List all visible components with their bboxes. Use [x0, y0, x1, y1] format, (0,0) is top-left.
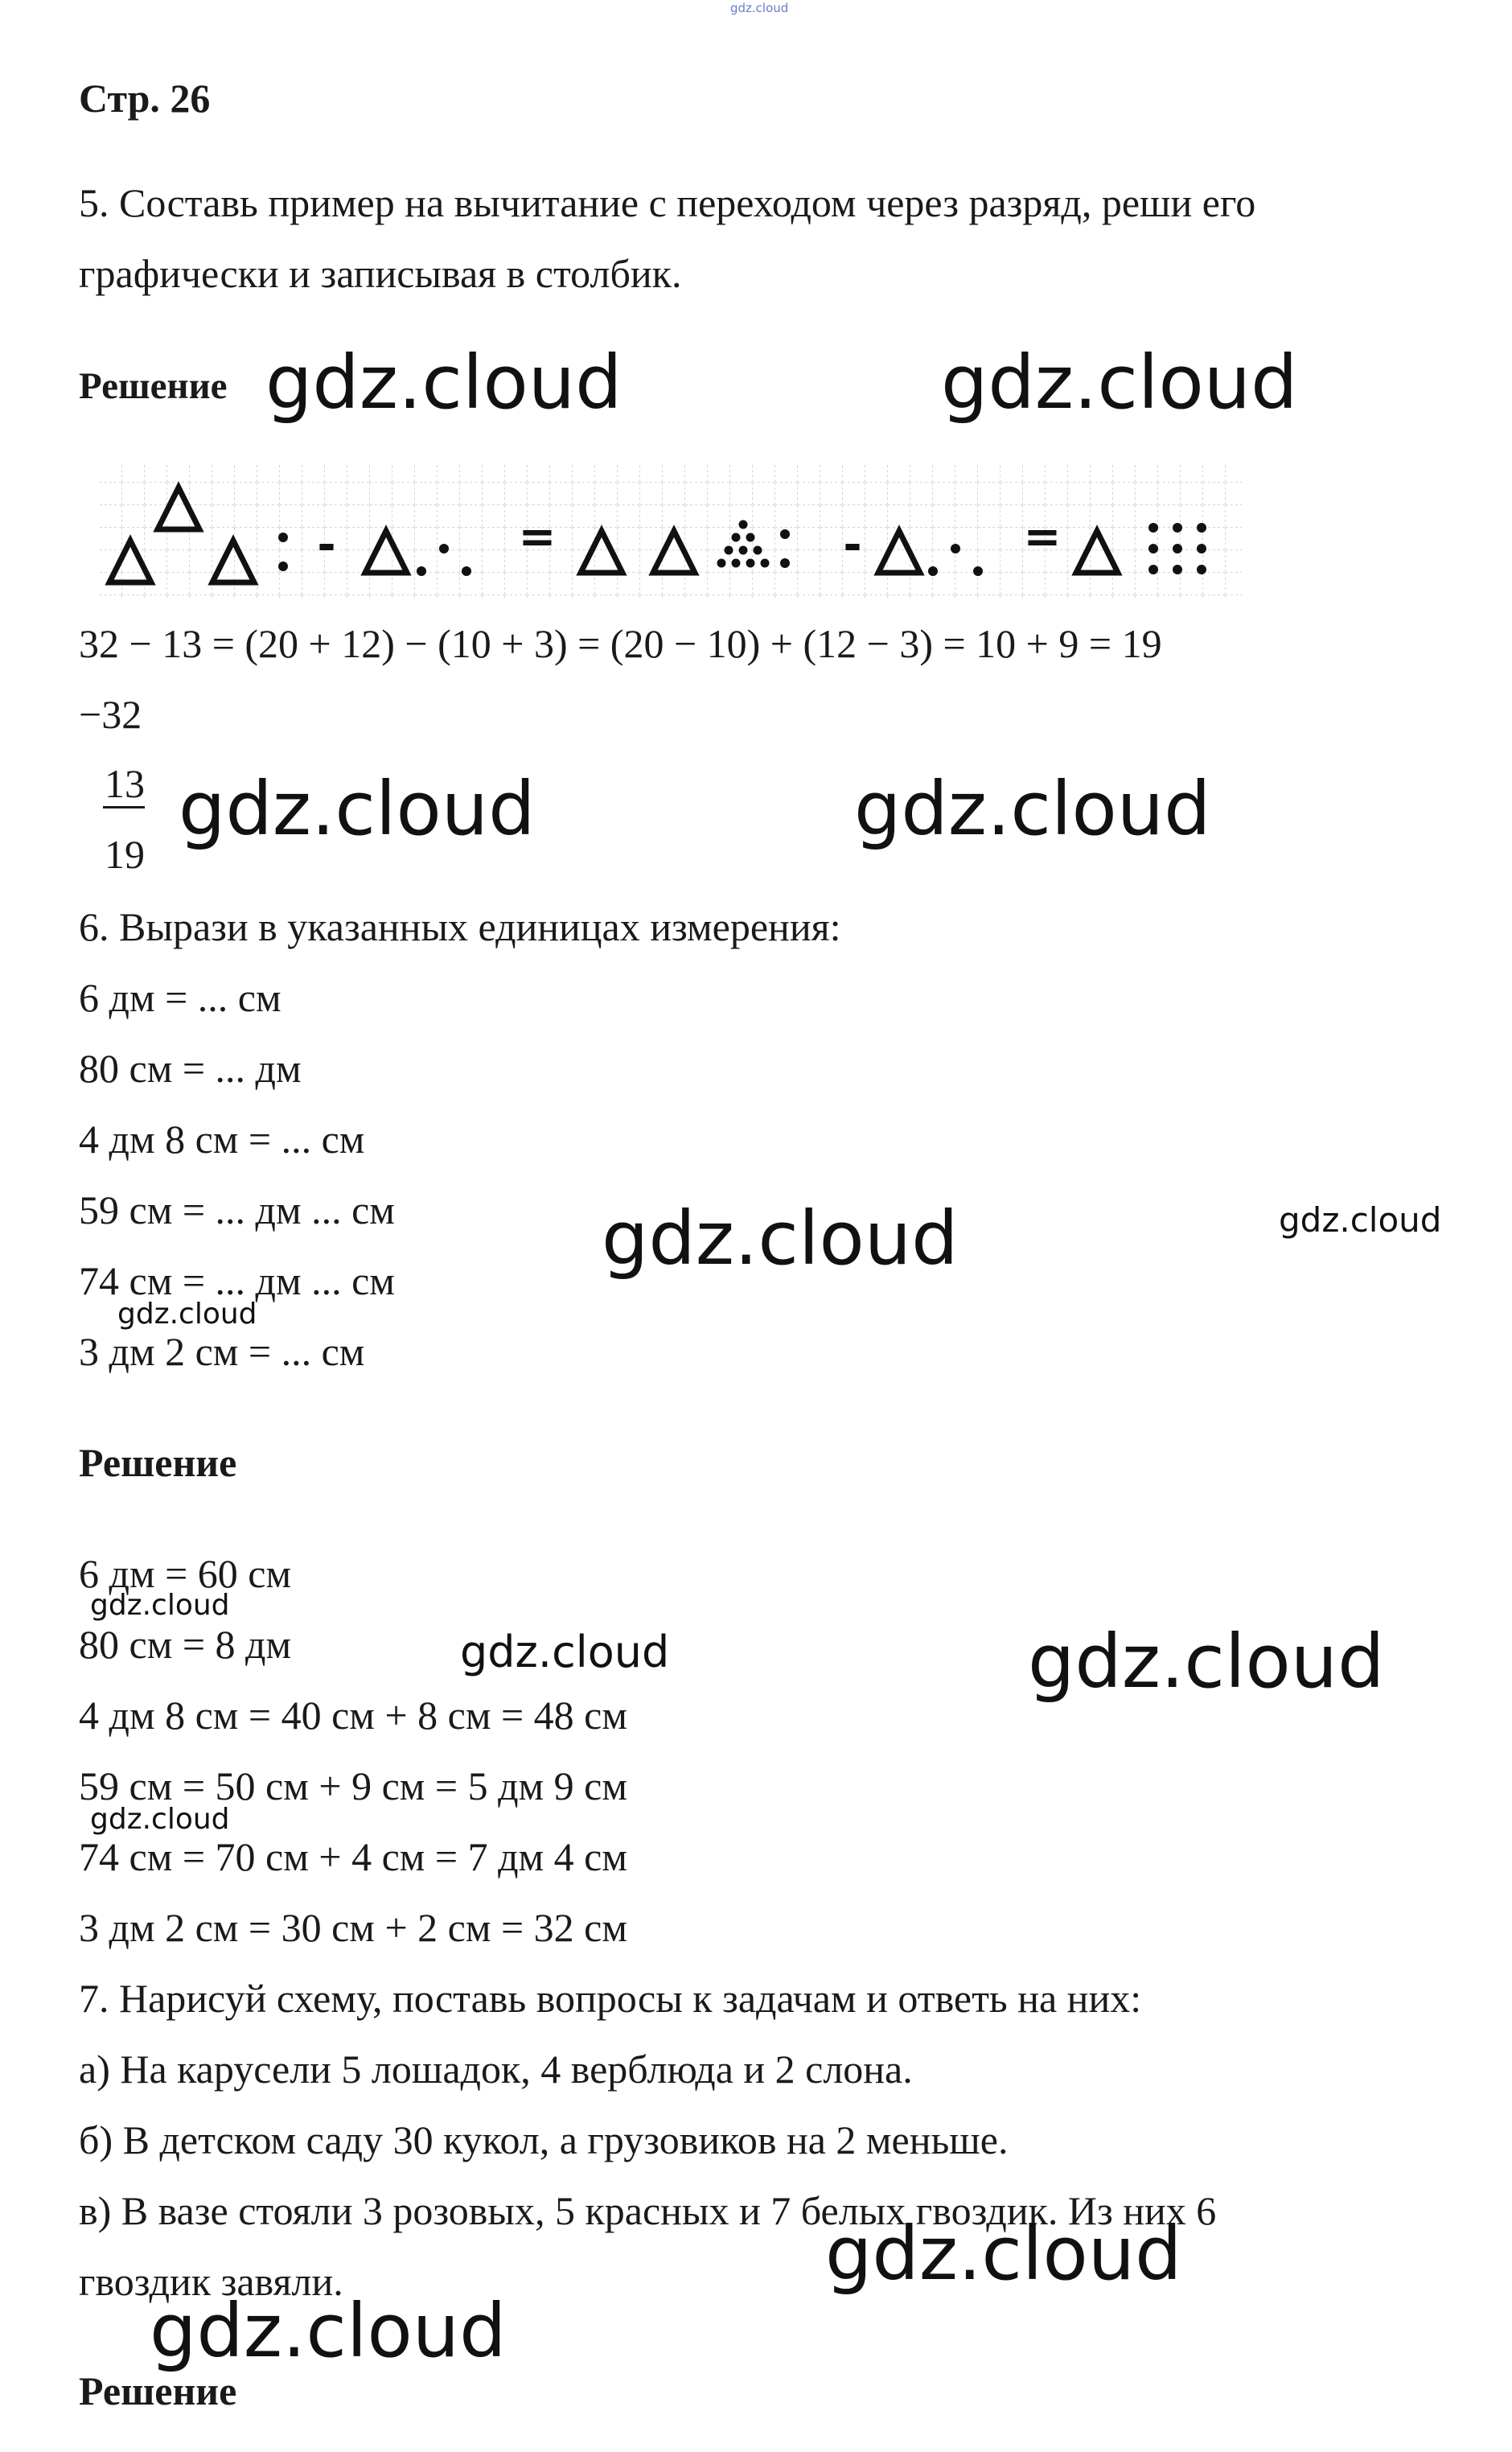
- dot-icon: [951, 544, 960, 553]
- task6-answer: 6 дм = 60 см: [79, 1551, 292, 1596]
- task5-text-line1: 5. Составь пример на вычитание с переходом через разряд, реши его: [79, 180, 1256, 225]
- minus-sign: -: [843, 519, 862, 571]
- task6-item: 3 дм 2 см = ... см: [79, 1329, 365, 1374]
- watermark: gdz.cloud: [460, 1627, 670, 1677]
- watermark: gdz.cloud: [150, 2288, 507, 2374]
- task5-expression: 32 − 13 = (20 + 12) − (10 + 3) = (20 − 10) + (12 − 3) = 10 + 9 = 19: [79, 621, 1162, 666]
- task7-item-b: б) В детском саду 30 кукол, а грузовиков на 2 меньше.: [79, 2117, 1009, 2162]
- watermark: gdz.cloud: [117, 1298, 257, 1331]
- column-result: 19: [105, 832, 145, 877]
- page-label: Стр. 26: [79, 76, 211, 121]
- dot-icon: [417, 566, 426, 576]
- dot-icon: [973, 566, 983, 576]
- task6-solution-label: Решение: [79, 1440, 237, 1485]
- watermark: gdz.cloud: [90, 1803, 230, 1836]
- task6-answer: 59 см = 50 см + 9 см = 5 дм 9 см: [79, 1763, 628, 1808]
- task6-answer: 4 дм 8 см = 40 см + 8 см = 48 см: [79, 1693, 628, 1738]
- task7-item-c-line2: гвоздик завяли.: [79, 2259, 343, 2304]
- watermark: gdz.cloud: [179, 766, 536, 852]
- watermark: gdz.cloud: [90, 1589, 230, 1622]
- task6-answer: 3 дм 2 см = 30 см + 2 см = 32 см: [79, 1905, 628, 1950]
- watermark: gdz.cloud: [602, 1195, 959, 1282]
- watermark-top: gdz.cloud: [730, 1, 789, 15]
- watermark: gdz.cloud: [854, 766, 1211, 852]
- graphic-solution-figure: [100, 460, 1242, 605]
- column-minuend: −32: [79, 692, 142, 737]
- equals-sign: =: [1023, 511, 1062, 563]
- task6-item: 59 см = ... дм ... см: [79, 1187, 395, 1232]
- watermark: gdz.cloud: [1028, 1619, 1385, 1705]
- column-subtrahend: 13: [105, 761, 145, 806]
- watermark: gdz.cloud: [825, 2211, 1182, 2297]
- column-divider: [103, 806, 145, 808]
- dot-icon: [928, 566, 938, 576]
- dot-icon: [278, 562, 288, 571]
- dot-icon: [462, 566, 471, 576]
- dot-icon: [780, 558, 790, 568]
- dot-icon: [278, 533, 288, 542]
- task7-item-a: а) На карусели 5 лошадок, 4 верблюда и 2 слона.: [79, 2047, 913, 2092]
- dot-icon: [439, 544, 449, 553]
- task6-item: 4 дм 8 см = ... см: [79, 1117, 365, 1162]
- watermark: gdz.cloud: [941, 339, 1298, 426]
- watermark: gdz.cloud: [265, 339, 622, 426]
- task5-text-line2: графически и записывая в столбик.: [79, 251, 682, 296]
- dot-icon: [780, 529, 790, 539]
- task6-item: 80 см = ... дм: [79, 1046, 302, 1091]
- task5-solution-label: Решение: [79, 365, 228, 407]
- task6-item: 74 см = ... дм ... см: [79, 1258, 395, 1303]
- equals-sign: =: [518, 511, 557, 563]
- minus-sign: -: [317, 519, 336, 571]
- task7-solution-label: Решение: [79, 2368, 237, 2413]
- watermark: gdz.cloud: [1279, 1200, 1442, 1240]
- task6-answer: 74 см = 70 см + 4 см = 7 дм 4 см: [79, 1834, 628, 1879]
- task6-answer: 80 см = 8 дм: [79, 1622, 292, 1667]
- task7-title: 7. Нарисуй схему, поставь вопросы к задачам и ответь на них:: [79, 1976, 1142, 2021]
- task7-item-c-line1: в) В вазе стояли 3 розовых, 5 красных и 7 белых гвоздик. Из них 6: [79, 2188, 1217, 2233]
- task6-item: 6 дм = ... см: [79, 975, 281, 1020]
- task6-title: 6. Вырази в указанных единицах измерения:: [79, 904, 841, 949]
